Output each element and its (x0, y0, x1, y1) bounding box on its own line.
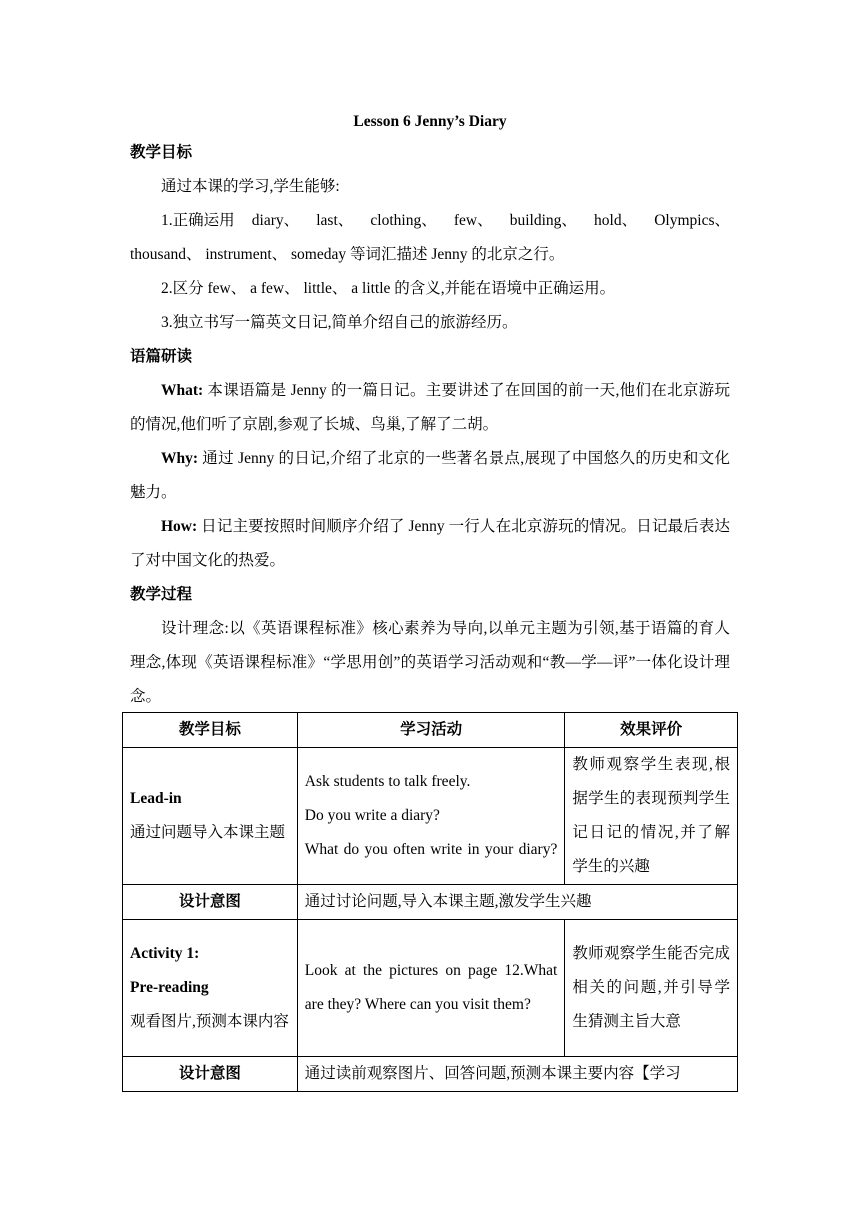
what-label: What: (161, 382, 204, 399)
lesson-plan-table (122, 712, 738, 1092)
design-concept: 设计理念:以《英语课程标准》核心素养为导向,以单元主题为引领,基于语篇的育人理念,体现《英语课程标准》“学思用创”的英语学习活动观和“教—学—评”一体化设计理念。 (130, 620, 730, 705)
document-body (130, 108, 730, 714)
goal-item-1-line2: thousand、 instrument、 someday 等词汇描述 Jenny 的北京之行。 (130, 246, 565, 263)
header-activity: 学习活动 (297, 713, 565, 748)
row2-goal-sub: Pre-reading (130, 979, 209, 996)
how-paragraph (130, 510, 730, 578)
goal-item-2: 2.区分 few、 a few、 little、 a little 的含义,并能在语境中正确运用。 (161, 280, 616, 297)
goal-item-3: 3.独立书写一篇英文日记,简单介绍自己的旅游经历。 (161, 314, 518, 331)
row2-goal-text: 观看图片,预测本课内容 (130, 1013, 289, 1030)
why-paragraph (130, 442, 730, 510)
goal-item-1-word: Olympics、 (654, 212, 730, 229)
row1-goal (123, 748, 298, 885)
why-label: Why: (161, 450, 199, 467)
row2-activity: Look at the pictures on page 12.What are they? Where can you visit them? (297, 920, 565, 1057)
table-row (123, 1057, 738, 1092)
why-text: 通过 Jenny 的日记,介绍了北京的一些著名景点,展现了中国悠久的历史和文化魅力。 (130, 450, 730, 501)
intent1-label: 设计意图 (123, 885, 298, 920)
goal-item-1-word: clothing、 (370, 212, 437, 229)
header-goal: 教学目标 (123, 713, 298, 748)
goal-item-1-word: building、 (509, 212, 577, 229)
table-row (123, 748, 738, 885)
row1-activity-line: Ask students to talk freely. (304, 773, 471, 790)
goal-item-1-word: few、 (453, 212, 493, 229)
section-heading-text-analysis: 语篇研读 (130, 348, 193, 365)
table-row (123, 885, 738, 920)
goal-item-1-word: 1.正确运用 (161, 212, 235, 229)
what-paragraph (130, 374, 730, 442)
row1-evaluation: 教师观察学生表现,根据学生的表现预判学生记日记的情况,并了解学生的兴趣 (565, 748, 738, 885)
page-title: Lesson 6 Jenny’s Diary (353, 113, 507, 130)
row1-activity (297, 748, 565, 885)
intent2-label: 设计意图 (123, 1057, 298, 1092)
how-label: How: (161, 518, 198, 535)
row2-evaluation: 教师观察学生能否完成相关的问题,并引导学生猜测主旨大意 (565, 920, 738, 1057)
intent2-text: 通过读前观察图片、回答问题,预测本课主要内容【学习 (297, 1057, 737, 1092)
table-row (123, 920, 738, 1057)
row1-goal-title: Lead-in (130, 790, 182, 807)
goal-item-1-word: hold、 (594, 212, 638, 229)
goal-item-1-word: diary、 (251, 212, 300, 229)
goal-item-1-word: last、 (316, 212, 354, 229)
intent1-text: 通过讨论问题,导入本课主题,激发学生兴趣 (297, 885, 737, 920)
section-heading-goals: 教学目标 (130, 144, 193, 161)
row2-goal (123, 920, 298, 1057)
row1-activity-line: Do you write a diary? (304, 807, 440, 824)
row1-activity-line: What do you often write in your diary? (304, 841, 558, 858)
what-text: 本课语篇是 Jenny 的一篇日记。主要讲述了在回国的前一天,他们在北京游玩的情况,他们听了京剧,参观了长城、鸟巢,了解了二胡。 (130, 382, 730, 433)
table-header-row (123, 713, 738, 748)
section-heading-process: 教学过程 (130, 586, 193, 603)
goal-item-1-line1 (130, 204, 730, 238)
row1-goal-text: 通过问题导入本课主题 (130, 824, 286, 841)
header-evaluation: 效果评价 (565, 713, 738, 748)
how-text: 日记主要按照时间顺序介绍了 Jenny 一行人在北京游玩的情况。日记最后表达了对中国文化的热爱。 (130, 518, 730, 569)
row2-goal-title: Activity 1: (130, 945, 200, 962)
goals-intro: 通过本课的学习,学生能够: (161, 178, 340, 195)
